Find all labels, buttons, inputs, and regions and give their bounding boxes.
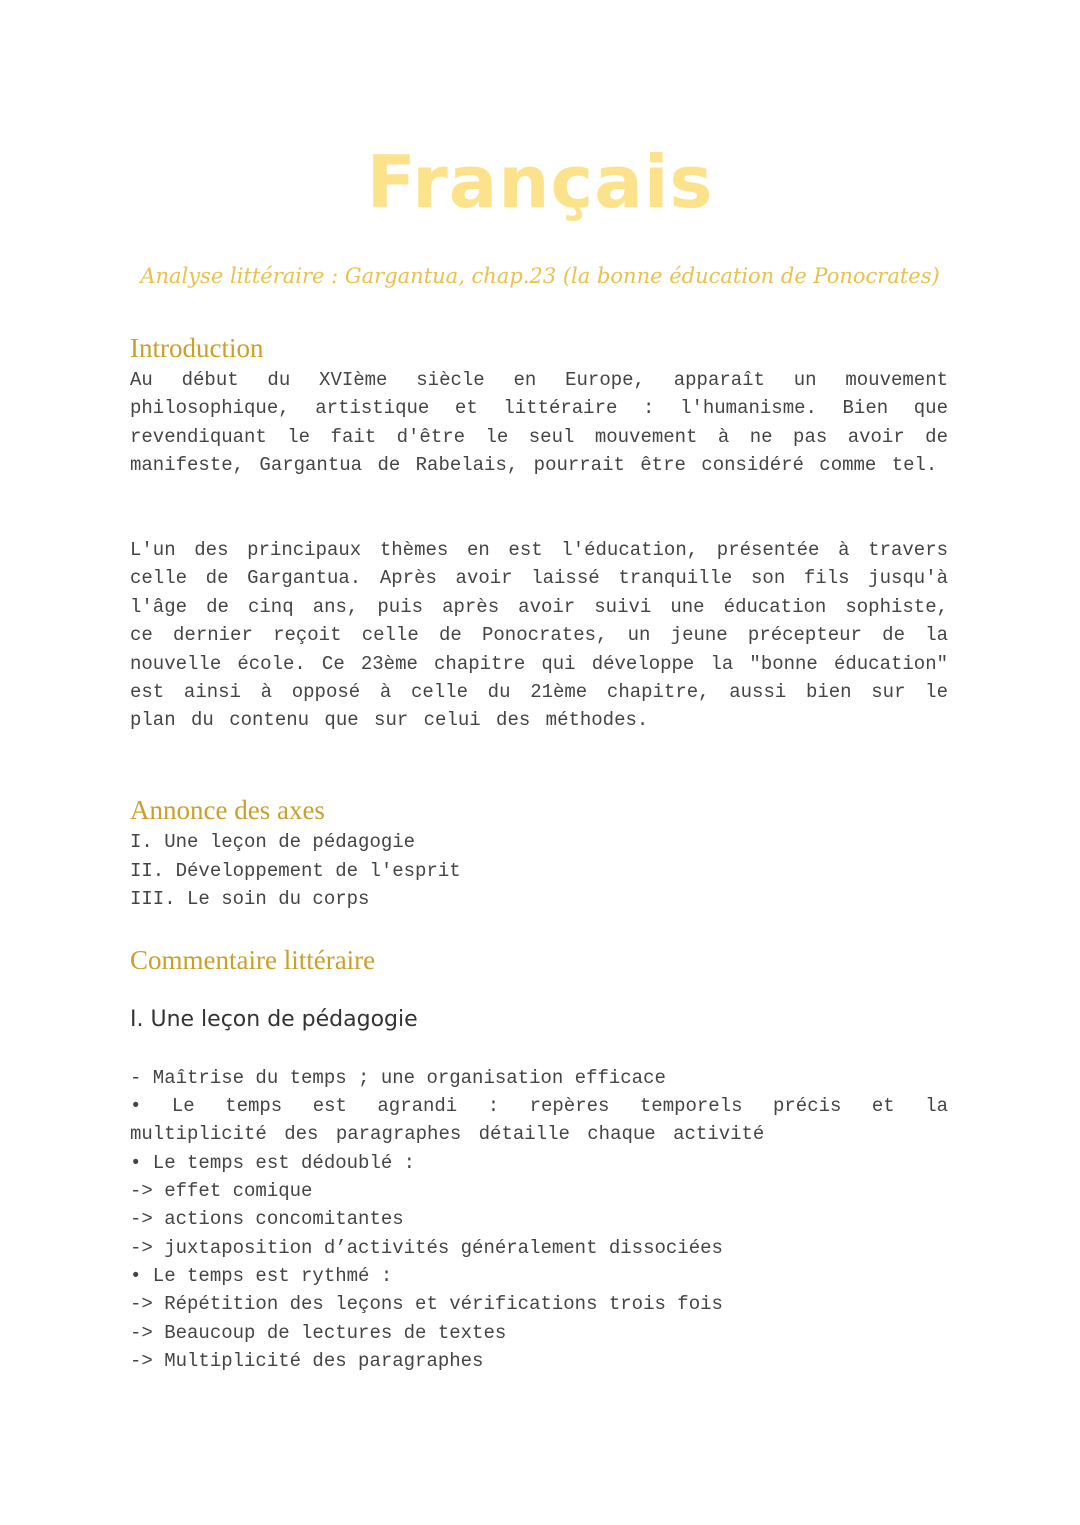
bullet-temps-rythme: • Le temps est rythmé : [130,1265,393,1287]
arrow-item-juxtaposition: -> juxtaposition d’activités généralement dissociées [130,1237,723,1259]
axes-heading: Annonce des axes [130,795,325,825]
arrow-item-lectures: -> Beaucoup de lectures de textes [130,1322,507,1344]
arrow-item-multiplicite: -> Multiplicité des paragraphes [130,1350,484,1372]
arrow-item-actions: -> actions concomitantes [130,1208,404,1230]
section-1-title: I. Une leçon de pédagogie [130,1007,418,1032]
introduction-heading: Introduction [130,333,264,363]
introduction-paragraph-2: L'un des principaux thèmes en est l'éducation, présentée à travers celle de Gargantua. Après avoir laissé tranquille son fils jusqu'à l'âge de cinq ans, puis après avoir suivi une éducation sophiste, ce dernier reçoit celle de Ponocrates, un jeune précepteur de la nouvelle école. Ce 23ème chapitre qui développe la "bonne éducation" est ainsi à opposé à celle du 21ème chapitre, aussi bien sur le plan du contenu que sur celui des méthodes. [130,539,948,732]
list-item-maitrise: - Maîtrise du temps ; une organisation efficace [130,1067,666,1089]
axis-item-2: II. Développement de l'esprit [130,860,461,882]
axis-item-1: I. Une leçon de pédagogie [130,831,416,853]
arrow-item-repetition: -> Répétition des leçons et vérifications trois fois [130,1293,723,1315]
bullet-temps-agrandi: • Le temps est agrandi : repères temporels précis et la multiplicité des paragraphes détaille chaque activité [130,1095,948,1146]
bullet-temps-dedouble: • Le temps est dédoublé : [130,1152,416,1174]
commentaire-heading: Commentaire littéraire [130,945,376,975]
page-subtitle: Analyse littéraire : Gargantua, chap.23 (la bonne éducation de Ponocrates) [140,264,940,288]
page-title: Français [366,140,714,224]
arrow-item-effet-comique: -> effet comique [130,1180,313,1202]
introduction-paragraph-1: Au début du XVIème siècle en Europe, apparaît un mouvement philosophique, artistique et littéraire : l'humanisme. Bien que revendiquant le fait d'être le seul mouvement à ne pas avoir de manifeste, Gargantua de Rabelais, pourrait être considéré comme tel. [130,369,948,477]
axis-item-3: III. Le soin du corps [130,888,370,910]
